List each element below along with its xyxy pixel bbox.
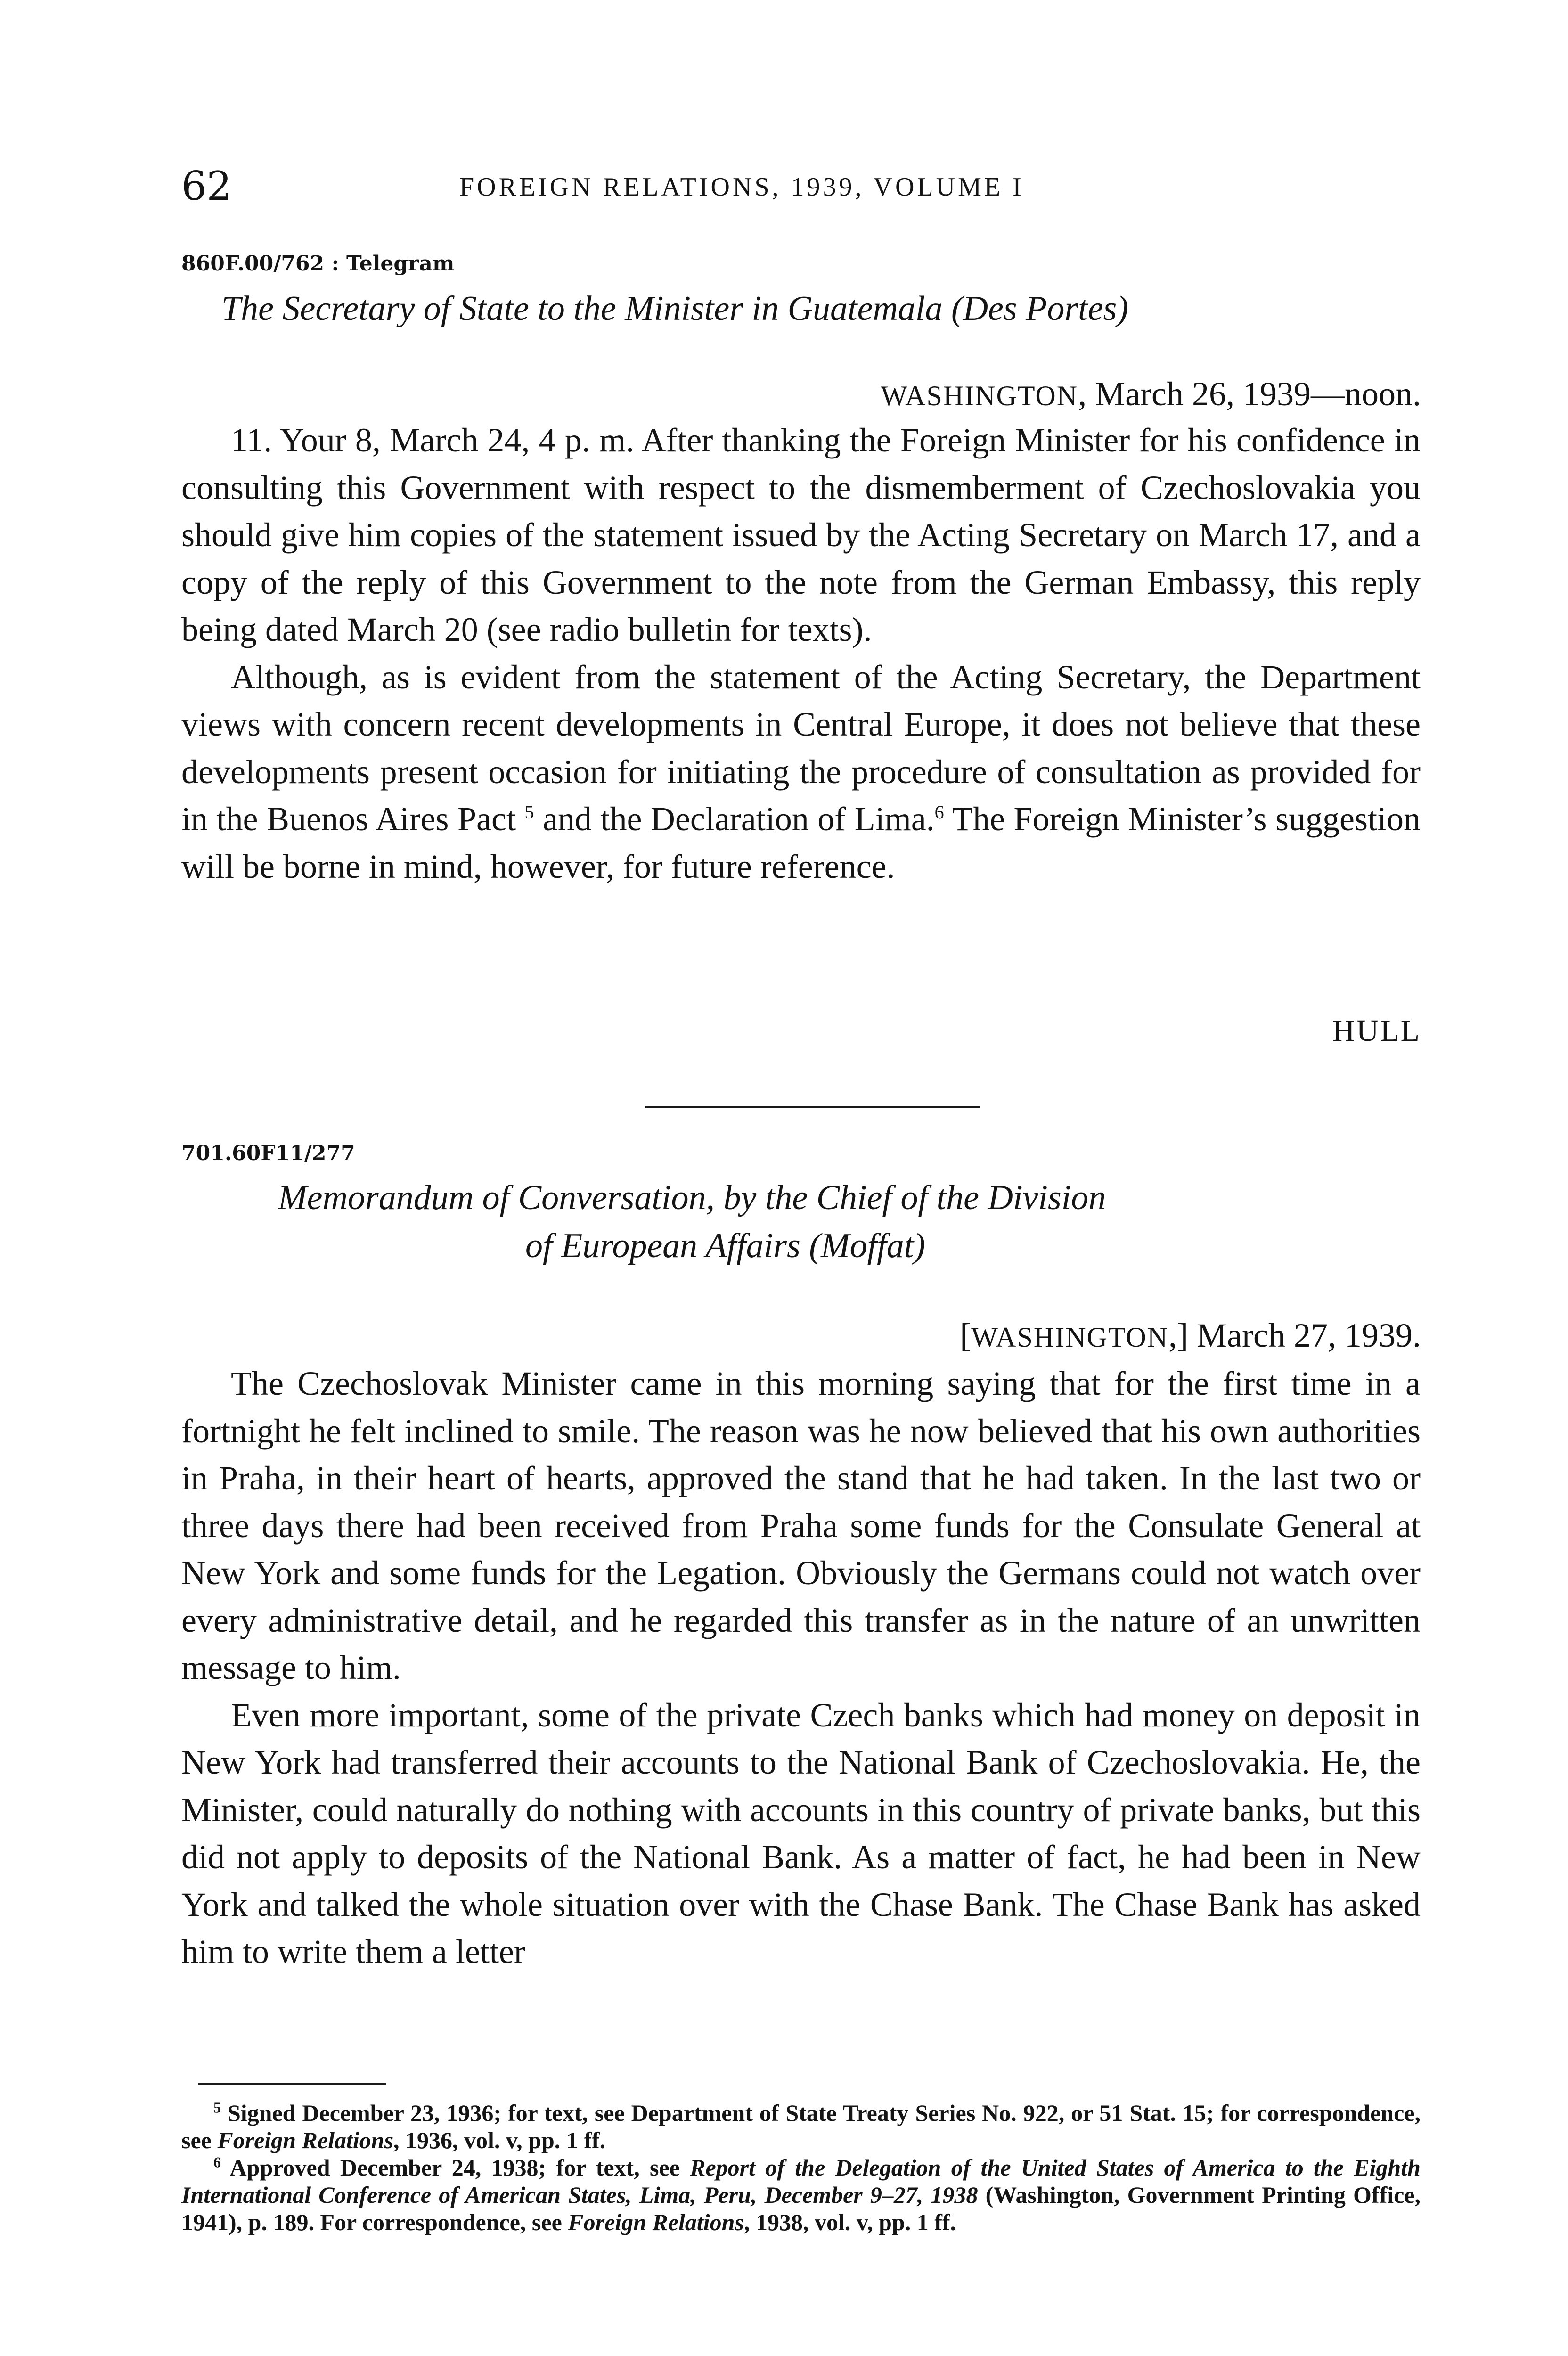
footnote-5-mark: 5 <box>213 2099 221 2116</box>
footnote-6-italic-2: Foreign Relations <box>568 2209 744 2235</box>
doc1-paragraph-2-text-c: The Foreign Minister’s suggestion will be borne in mind, however, for future reference. <box>181 800 1421 885</box>
running-head <box>181 163 1421 219</box>
running-title: FOREIGN RELATIONS, 1939, VOLUME I <box>459 172 1024 202</box>
footnote-5 <box>181 2099 1421 2154</box>
footnotes <box>181 2099 1421 2236</box>
doc2-paragraph-1: The Czechoslovak Minister came in this morning saying that for the first time in a fortnight he felt inclined to smile. The reason was he now believed that his own authorities in Praha, in their heart of hearts, approved the stand that he had taken. In the last two or three days there had been received from Praha some funds for the Consulate General at New York and some funds for the Legation. Obviously the Germans could not watch over every administrative detail, and he regarded this transfer as in the nature of an unwritten message to him. <box>181 1365 1421 1686</box>
doc1-title: The Secretary of State to the Minister in Guatemala (Des Portes) <box>221 289 1129 328</box>
signature-hull: HULL <box>1332 1014 1421 1048</box>
footnote-ref-6: 6 <box>934 802 944 823</box>
doc2-title-line-2: of European Affairs (Moffat) <box>525 1227 925 1265</box>
doc2-body <box>181 1360 1421 1976</box>
doc2-dateline <box>960 1313 1421 1360</box>
footnote-5-text-a: Signed December 23, 1936; for text, see Department of State Treaty Series No. 922, or 51 Stat. 15; for correspondence, see <box>181 2100 1421 2153</box>
dateline-place: WASHINGTON <box>971 1322 1169 1353</box>
footnote-6-text-c: , 1938, vol. v, pp. 1 ff. <box>743 2209 956 2235</box>
footnote-6 <box>181 2154 1421 2236</box>
file-code-2: 701.60F11/277 <box>181 1141 355 1165</box>
dateline-date: , March 26, 1939—noon. <box>1078 375 1421 413</box>
file-code-1: 860F.00/762 : Telegram <box>181 252 455 276</box>
footnote-6-mark: 6 <box>213 2153 221 2171</box>
footnote-ref-5: 5 <box>524 802 534 823</box>
doc1-body <box>181 417 1421 890</box>
doc1-paragraph-2-text-b: and the Declaration of Lima. <box>534 800 935 838</box>
dateline-date: ,] March 27, 1939. <box>1168 1317 1421 1354</box>
doc1-dateline <box>881 371 1421 418</box>
dateline-bracket: [ <box>960 1317 972 1354</box>
doc2-title-line-1: Memorandum of Conversation, by the Chief of the Division <box>278 1178 1106 1217</box>
doc1-paragraph-2 <box>181 654 1421 891</box>
page-number: 62 <box>181 163 232 209</box>
footnote-6-italic: Report of the Delegation of the United States of America to the Eighth International Conference of American States, Lima, Peru, December 9–27, 1938 <box>181 2154 1421 2208</box>
footnote-5-text-b: , 1936, vol. v, pp. 1 ff. <box>393 2127 606 2153</box>
section-divider <box>645 1106 980 1108</box>
footnote-6-text-a: Approved December 24, 1938; for text, see <box>221 2154 690 2181</box>
footnote-5-italic: Foreign Relations <box>217 2127 394 2153</box>
footnote-6-text-b: (Washington, Government Printing Office, 1941), p. 189. For correspondence, see <box>181 2182 1421 2235</box>
footnote-rule <box>198 2083 386 2085</box>
dateline-place: WASHINGTON <box>881 380 1078 411</box>
doc2-paragraph-2: Even more important, some of the private Czech banks which had money on deposit in New York had transferred their accounts to the National Bank of Czechoslovakia. He, the Minister, could naturally do nothing with accounts in this country of private banks, but this did not apply to deposits of the National Bank. As a matter of fact, he had been in New York and talked the whole situation over with the Chase Bank. The Chase Bank has asked him to write them a letter <box>181 1696 1421 1971</box>
doc1-paragraph-1: 11. Your 8, March 24, 4 p. m. After thanking the Foreign Minister for his confidence in consulting this Government with respect to the dismemberment of Czechoslovakia you should give him copies of the statement issued by the Acting Secretary on March 17, and a copy of the reply of this Government to the note from the German Embassy, this reply being dated March 20 (see radio bulletin for texts). <box>181 421 1421 648</box>
doc1-paragraph-2-text-a: Although, as is evident from the statement of the Acting Secretary, the Department views with concern recent developments in Central Europe, it does not believe that these developments present occasion for initiating the procedure of consultation as provided for in the Buenos Aires Pact <box>181 658 1421 838</box>
